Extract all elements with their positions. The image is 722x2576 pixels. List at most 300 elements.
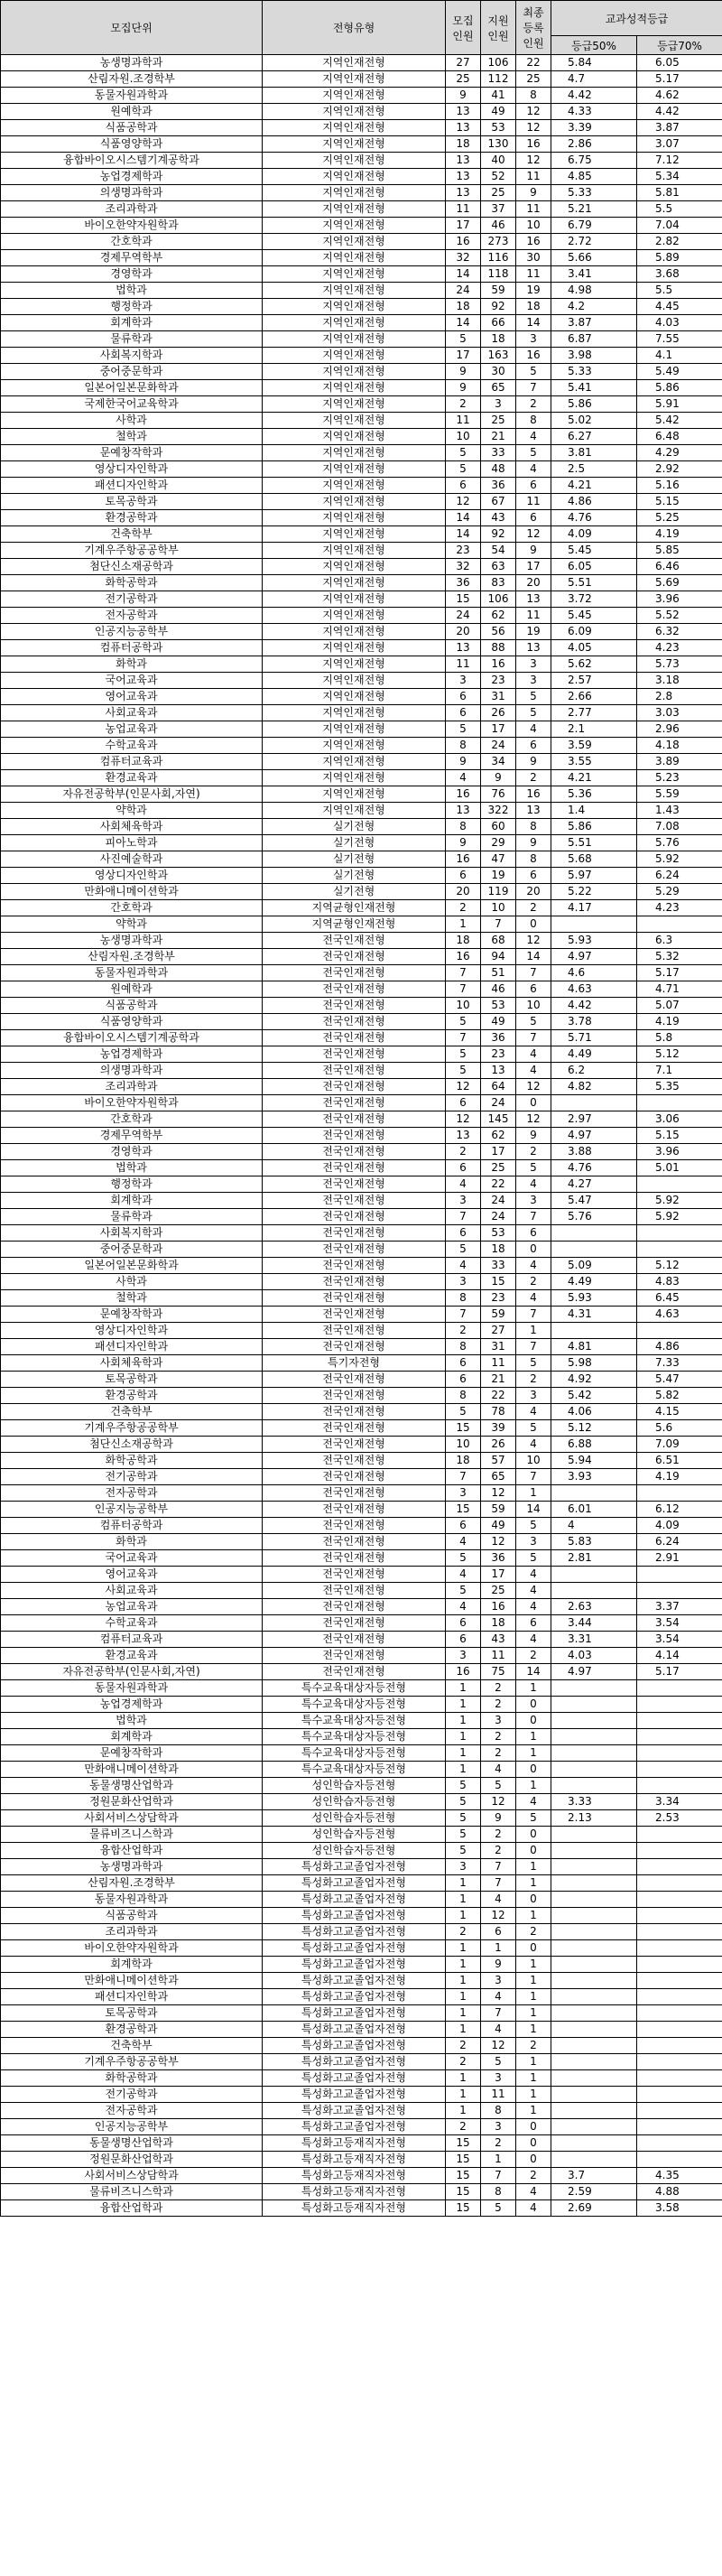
cell-final: 12 xyxy=(516,933,551,949)
cell-final: 0 xyxy=(516,1843,551,1859)
cell-final: 0 xyxy=(516,2152,551,2168)
cell-quota: 2 xyxy=(446,2119,481,2135)
cell-quota: 1 xyxy=(446,1762,481,1778)
table-row xyxy=(1,591,722,608)
cell-quota: 10 xyxy=(446,998,481,1014)
cell-applicants: 17 xyxy=(481,721,516,738)
cell-grade70 xyxy=(637,2070,722,2087)
cell-grade50: 5.76 xyxy=(551,1209,637,1225)
cell-final: 2 xyxy=(516,396,551,413)
cell-type: 지역인재전형 xyxy=(263,510,446,526)
cell-applicants: 7 xyxy=(481,916,516,933)
cell-grade70: 5.5 xyxy=(637,201,722,218)
cell-applicants: 18 xyxy=(481,1242,516,1258)
cell-unit: 농생명과학과 xyxy=(1,933,263,949)
cell-type: 전국인재전형 xyxy=(263,1485,446,1502)
cell-unit: 경제무역학부 xyxy=(1,250,263,266)
cell-final: 17 xyxy=(516,559,551,575)
cell-grade70: 6.3 xyxy=(637,933,722,949)
header-grade-group: 교과성적등급 xyxy=(551,1,722,36)
cell-final: 8 xyxy=(516,819,551,835)
cell-applicants: 49 xyxy=(481,104,516,120)
cell-grade50: 4.27 xyxy=(551,1176,637,1193)
cell-applicants: 11 xyxy=(481,1355,516,1372)
cell-final: 7 xyxy=(516,965,551,981)
cell-type: 지역인재전형 xyxy=(263,786,446,803)
cell-applicants: 17 xyxy=(481,1567,516,1583)
cell-final: 25 xyxy=(516,71,551,88)
cell-applicants: 46 xyxy=(481,218,516,234)
cell-grade70: 5.35 xyxy=(637,1079,722,1095)
cell-applicants: 112 xyxy=(481,71,516,88)
cell-type: 전국인재전형 xyxy=(263,1128,446,1144)
table-row xyxy=(1,689,722,705)
cell-grade50: 2.66 xyxy=(551,689,637,705)
cell-unit: 사학과 xyxy=(1,1274,263,1290)
cell-final: 4 xyxy=(516,461,551,478)
table-row xyxy=(1,1372,722,1388)
cell-unit: 간호학과 xyxy=(1,900,263,916)
cell-unit: 간호학과 xyxy=(1,1111,263,1128)
cell-final: 4 xyxy=(516,1437,551,1453)
cell-applicants: 83 xyxy=(481,575,516,591)
cell-grade70: 4.14 xyxy=(637,1648,722,1664)
cell-quota: 7 xyxy=(446,1030,481,1046)
cell-applicants: 22 xyxy=(481,1176,516,1193)
cell-final: 5 xyxy=(516,1420,551,1437)
table-row xyxy=(1,1648,722,1664)
cell-unit: 사회서비스상담학과 xyxy=(1,1810,263,1827)
cell-applicants: 9 xyxy=(481,770,516,786)
cell-applicants: 21 xyxy=(481,429,516,445)
cell-grade70 xyxy=(637,1583,722,1599)
cell-quota: 6 xyxy=(446,705,481,721)
cell-type: 성인학습자등전형 xyxy=(263,1810,446,1827)
cell-quota: 1 xyxy=(446,1973,481,1989)
table-row xyxy=(1,900,722,916)
cell-quota: 11 xyxy=(446,201,481,218)
cell-unit: 영상디자인학과 xyxy=(1,461,263,478)
cell-grade50: 3.33 xyxy=(551,1794,637,1810)
cell-final: 13 xyxy=(516,803,551,819)
cell-grade50 xyxy=(551,1859,637,1875)
cell-type: 특성화고교졸업자전형 xyxy=(263,1989,446,2005)
cell-unit: 화학공학과 xyxy=(1,2070,263,2087)
cell-type: 전국인재전형 xyxy=(263,1567,446,1583)
table-row xyxy=(1,754,722,770)
table-row xyxy=(1,1534,722,1550)
cell-type: 전국인재전형 xyxy=(263,1225,446,1242)
cell-final: 3 xyxy=(516,656,551,673)
table-row xyxy=(1,851,722,868)
cell-type: 전국인재전형 xyxy=(263,1046,446,1063)
cell-unit: 철학과 xyxy=(1,1290,263,1307)
cell-quota: 7 xyxy=(446,1469,481,1485)
cell-unit: 중어중문학과 xyxy=(1,1242,263,1258)
cell-grade70: 4.45 xyxy=(637,299,722,315)
cell-final: 1 xyxy=(516,2005,551,2022)
cell-unit: 건축학부 xyxy=(1,526,263,543)
cell-final: 1 xyxy=(516,2054,551,2070)
cell-grade70: 3.06 xyxy=(637,1111,722,1128)
cell-quota: 4 xyxy=(446,1534,481,1550)
cell-final: 30 xyxy=(516,250,551,266)
cell-unit: 건축학부 xyxy=(1,1404,263,1420)
cell-quota: 15 xyxy=(446,1420,481,1437)
cell-grade70: 5.07 xyxy=(637,998,722,1014)
cell-applicants: 7 xyxy=(481,2005,516,2022)
cell-final: 20 xyxy=(516,575,551,591)
cell-grade50: 3.78 xyxy=(551,1014,637,1030)
cell-quota: 20 xyxy=(446,884,481,900)
cell-applicants: 64 xyxy=(481,1079,516,1095)
cell-grade50: 2.5 xyxy=(551,461,637,478)
table-row xyxy=(1,1404,722,1420)
table-row xyxy=(1,1778,722,1794)
cell-quota: 15 xyxy=(446,2184,481,2200)
cell-grade50: 3.88 xyxy=(551,1144,637,1160)
cell-applicants: 26 xyxy=(481,1437,516,1453)
table-row xyxy=(1,949,722,965)
cell-type: 지역인재전형 xyxy=(263,380,446,396)
cell-applicants: 163 xyxy=(481,348,516,364)
cell-applicants: 57 xyxy=(481,1453,516,1469)
table-row xyxy=(1,543,722,559)
cell-grade50: 4.63 xyxy=(551,981,637,998)
cell-quota: 5 xyxy=(446,445,481,461)
cell-grade50: 4.17 xyxy=(551,900,637,916)
cell-type: 특성화고교졸업자전형 xyxy=(263,2054,446,2070)
cell-grade50: 4.33 xyxy=(551,104,637,120)
table-row xyxy=(1,884,722,900)
cell-quota: 13 xyxy=(446,185,481,201)
cell-applicants: 2 xyxy=(481,1697,516,1713)
cell-quota: 6 xyxy=(446,1225,481,1242)
cell-grade70: 3.07 xyxy=(637,136,722,153)
cell-grade50: 2.63 xyxy=(551,1599,637,1615)
cell-quota: 6 xyxy=(446,1372,481,1388)
cell-quota: 8 xyxy=(446,819,481,835)
cell-applicants: 43 xyxy=(481,510,516,526)
cell-unit: 컴퓨터교육과 xyxy=(1,1632,263,1648)
cell-unit: 중어중문학과 xyxy=(1,364,263,380)
table-row xyxy=(1,218,722,234)
cell-applicants: 12 xyxy=(481,1485,516,1502)
cell-unit: 사학과 xyxy=(1,413,263,429)
cell-grade70: 7.55 xyxy=(637,331,722,348)
cell-grade70 xyxy=(637,2135,722,2152)
table-row xyxy=(1,835,722,851)
cell-unit: 수학교육과 xyxy=(1,738,263,754)
cell-applicants: 30 xyxy=(481,364,516,380)
cell-unit: 환경공학과 xyxy=(1,1388,263,1404)
cell-final: 0 xyxy=(516,916,551,933)
cell-unit: 동물자원과학과 xyxy=(1,965,263,981)
cell-grade70: 5.23 xyxy=(637,770,722,786)
cell-grade50 xyxy=(551,2054,637,2070)
cell-applicants: 5 xyxy=(481,1778,516,1794)
table-row xyxy=(1,153,722,169)
cell-grade70: 4.23 xyxy=(637,640,722,656)
cell-type: 특성화고교졸업자전형 xyxy=(263,2103,446,2119)
cell-applicants: 18 xyxy=(481,331,516,348)
cell-unit: 의생명과학과 xyxy=(1,185,263,201)
cell-unit: 바이오한약자원학과 xyxy=(1,218,263,234)
cell-unit: 전기공학과 xyxy=(1,591,263,608)
cell-grade70: 6.24 xyxy=(637,1534,722,1550)
cell-type: 지역인재전형 xyxy=(263,559,446,575)
cell-grade50 xyxy=(551,1875,637,1892)
cell-quota: 3 xyxy=(446,1274,481,1290)
table-row xyxy=(1,380,722,396)
table-row xyxy=(1,136,722,153)
cell-unit: 농업경제학과 xyxy=(1,1697,263,1713)
cell-grade70: 5.15 xyxy=(637,494,722,510)
cell-grade70: 5.17 xyxy=(637,1664,722,1680)
cell-unit: 바이오한약자원학과 xyxy=(1,1095,263,1111)
table-row xyxy=(1,1030,722,1046)
cell-grade70: 4.42 xyxy=(637,104,722,120)
cell-final: 16 xyxy=(516,234,551,250)
cell-final: 16 xyxy=(516,786,551,803)
cell-applicants: 5 xyxy=(481,2054,516,2070)
table-row xyxy=(1,2087,722,2103)
cell-grade50: 4.82 xyxy=(551,1079,637,1095)
cell-type: 지역인재전형 xyxy=(263,120,446,136)
cell-unit: 동물자원과학과 xyxy=(1,1680,263,1697)
cell-grade50 xyxy=(551,1242,637,1258)
table-row xyxy=(1,1307,722,1323)
cell-grade50: 2.57 xyxy=(551,673,637,689)
cell-type: 특수교육대상자등전형 xyxy=(263,1713,446,1729)
cell-grade50: 5.45 xyxy=(551,543,637,559)
cell-type: 전국인재전형 xyxy=(263,1095,446,1111)
cell-unit: 법학과 xyxy=(1,283,263,299)
cell-applicants: 23 xyxy=(481,1046,516,1063)
table-row xyxy=(1,624,722,640)
cell-type: 전국인재전형 xyxy=(263,1209,446,1225)
cell-applicants: 41 xyxy=(481,88,516,104)
cell-grade70 xyxy=(637,1957,722,1973)
table-row xyxy=(1,2168,722,2184)
table-row xyxy=(1,559,722,575)
cell-applicants: 3 xyxy=(481,2119,516,2135)
cell-grade50 xyxy=(551,1762,637,1778)
cell-type: 지역인재전형 xyxy=(263,234,446,250)
cell-applicants: 48 xyxy=(481,461,516,478)
cell-grade70: 4.71 xyxy=(637,981,722,998)
cell-applicants: 52 xyxy=(481,169,516,185)
cell-grade50 xyxy=(551,1323,637,1339)
cell-grade70: 5.29 xyxy=(637,884,722,900)
cell-unit: 자유전공학부(인문사회,자연) xyxy=(1,786,263,803)
cell-grade70 xyxy=(637,1680,722,1697)
cell-quota: 9 xyxy=(446,88,481,104)
cell-grade70: 5.16 xyxy=(637,478,722,494)
table-row xyxy=(1,445,722,461)
table-row xyxy=(1,1014,722,1030)
cell-type: 특성화고교졸업자전형 xyxy=(263,2087,446,2103)
cell-applicants: 2 xyxy=(481,2135,516,2152)
table-row xyxy=(1,1502,722,1518)
cell-applicants: 65 xyxy=(481,1469,516,1485)
cell-grade70: 3.96 xyxy=(637,1144,722,1160)
cell-quota: 5 xyxy=(446,1583,481,1599)
cell-applicants: 24 xyxy=(481,1193,516,1209)
cell-type: 전국인재전형 xyxy=(263,1079,446,1095)
cell-grade50: 4.97 xyxy=(551,1664,637,1680)
cell-applicants: 106 xyxy=(481,591,516,608)
table-row xyxy=(1,2184,722,2200)
cell-grade50: 5.36 xyxy=(551,786,637,803)
table-row xyxy=(1,868,722,884)
cell-unit: 인공지능공학부 xyxy=(1,624,263,640)
cell-unit: 동물자원과학과 xyxy=(1,1892,263,1908)
cell-quota: 2 xyxy=(446,2054,481,2070)
cell-unit: 경영학과 xyxy=(1,266,263,283)
cell-applicants: 2 xyxy=(481,1745,516,1762)
cell-quota: 11 xyxy=(446,413,481,429)
cell-unit: 전기공학과 xyxy=(1,1469,263,1485)
cell-final: 3 xyxy=(516,673,551,689)
cell-applicants: 15 xyxy=(481,1274,516,1290)
cell-unit: 인공지능공학부 xyxy=(1,1502,263,1518)
cell-grade70 xyxy=(637,1908,722,1924)
cell-grade50: 6.75 xyxy=(551,153,637,169)
table-row xyxy=(1,1388,722,1404)
cell-unit: 식품공학과 xyxy=(1,998,263,1014)
cell-quota: 17 xyxy=(446,348,481,364)
cell-unit: 간호학과 xyxy=(1,234,263,250)
cell-type: 전국인재전형 xyxy=(263,1615,446,1632)
cell-grade70: 4.62 xyxy=(637,88,722,104)
cell-grade70: 3.68 xyxy=(637,266,722,283)
cell-unit: 국어교육과 xyxy=(1,673,263,689)
cell-applicants: 24 xyxy=(481,1209,516,1225)
cell-grade70: 2.91 xyxy=(637,1550,722,1567)
cell-grade50: 3.59 xyxy=(551,738,637,754)
cell-grade70 xyxy=(637,1859,722,1875)
cell-grade70: 5.5 xyxy=(637,283,722,299)
cell-applicants: 59 xyxy=(481,1502,516,1518)
cell-type: 지역인재전형 xyxy=(263,55,446,71)
cell-quota: 6 xyxy=(446,1615,481,1632)
cell-grade70 xyxy=(637,1940,722,1957)
cell-grade70 xyxy=(637,1225,722,1242)
cell-unit: 영상디자인학과 xyxy=(1,868,263,884)
table-row xyxy=(1,299,722,315)
cell-applicants: 118 xyxy=(481,266,516,283)
cell-applicants: 31 xyxy=(481,689,516,705)
cell-unit: 환경교육과 xyxy=(1,1648,263,1664)
cell-grade50 xyxy=(551,1827,637,1843)
cell-grade70: 4.63 xyxy=(637,1307,722,1323)
cell-final: 5 xyxy=(516,364,551,380)
cell-type: 지역인재전형 xyxy=(263,494,446,510)
cell-type: 성인학습자등전형 xyxy=(263,1827,446,1843)
cell-quota: 1 xyxy=(446,1908,481,1924)
cell-grade50 xyxy=(551,2152,637,2168)
cell-grade70 xyxy=(637,1973,722,1989)
cell-grade70: 6.05 xyxy=(637,55,722,71)
cell-type: 전국인재전형 xyxy=(263,1469,446,1485)
cell-final: 5 xyxy=(516,689,551,705)
cell-type: 전국인재전형 xyxy=(263,1664,446,1680)
header-applicants xyxy=(481,1,516,55)
cell-final: 4 xyxy=(516,2184,551,2200)
cell-final: 0 xyxy=(516,1762,551,1778)
cell-quota: 5 xyxy=(446,1242,481,1258)
cell-grade50: 5.62 xyxy=(551,656,637,673)
cell-unit: 회계학과 xyxy=(1,1193,263,1209)
cell-final: 8 xyxy=(516,851,551,868)
cell-applicants: 4 xyxy=(481,1762,516,1778)
cell-quota: 32 xyxy=(446,559,481,575)
cell-applicants: 4 xyxy=(481,2022,516,2038)
cell-type: 특수교육대상자등전형 xyxy=(263,1680,446,1697)
table-row xyxy=(1,1111,722,1128)
cell-grade50: 4.98 xyxy=(551,283,637,299)
cell-applicants: 16 xyxy=(481,1599,516,1615)
cell-grade70: 5.15 xyxy=(637,1128,722,1144)
cell-unit: 기계우주항공공학부 xyxy=(1,1420,263,1437)
cell-grade70: 5.59 xyxy=(637,786,722,803)
cell-grade70: 5.12 xyxy=(637,1046,722,1063)
cell-applicants: 49 xyxy=(481,1518,516,1534)
cell-quota: 9 xyxy=(446,364,481,380)
cell-grade50 xyxy=(551,1843,637,1859)
cell-type: 전국인재전형 xyxy=(263,1258,446,1274)
cell-unit: 토목공학과 xyxy=(1,1372,263,1388)
cell-applicants: 6 xyxy=(481,1924,516,1940)
cell-applicants: 116 xyxy=(481,250,516,266)
cell-grade70 xyxy=(637,1762,722,1778)
cell-grade50: 2.81 xyxy=(551,1550,637,1567)
cell-grade50 xyxy=(551,1485,637,1502)
cell-final: 1 xyxy=(516,2087,551,2103)
table-row xyxy=(1,721,722,738)
cell-type: 지역인재전형 xyxy=(263,185,446,201)
cell-unit: 물류학과 xyxy=(1,331,263,348)
cell-quota: 1 xyxy=(446,2005,481,2022)
cell-unit: 동물생명산업학과 xyxy=(1,2135,263,2152)
cell-quota: 13 xyxy=(446,104,481,120)
cell-type: 전국인재전형 xyxy=(263,1502,446,1518)
cell-unit: 경제무역학부 xyxy=(1,1128,263,1144)
cell-grade70: 6.12 xyxy=(637,1502,722,1518)
cell-grade50: 4.42 xyxy=(551,88,637,104)
cell-unit: 첨단신소재공학과 xyxy=(1,1437,263,1453)
cell-quota: 5 xyxy=(446,461,481,478)
cell-type: 전국인재전형 xyxy=(263,1307,446,1323)
cell-applicants: 25 xyxy=(481,1583,516,1599)
cell-grade70: 1.43 xyxy=(637,803,722,819)
table-row xyxy=(1,1908,722,1924)
cell-grade70: 5.42 xyxy=(637,413,722,429)
table-row xyxy=(1,1680,722,1697)
cell-unit: 농업교육과 xyxy=(1,721,263,738)
table-row xyxy=(1,1697,722,1713)
cell-quota: 32 xyxy=(446,250,481,266)
cell-grade70: 5.82 xyxy=(637,1388,722,1404)
cell-final: 1 xyxy=(516,1485,551,1502)
cell-unit: 패션디자인학과 xyxy=(1,1339,263,1355)
cell-type: 전국인재전형 xyxy=(263,1404,446,1420)
cell-unit: 기계우주항공공학부 xyxy=(1,543,263,559)
cell-type: 지역인재전형 xyxy=(263,738,446,754)
cell-final: 6 xyxy=(516,868,551,884)
cell-final: 12 xyxy=(516,120,551,136)
